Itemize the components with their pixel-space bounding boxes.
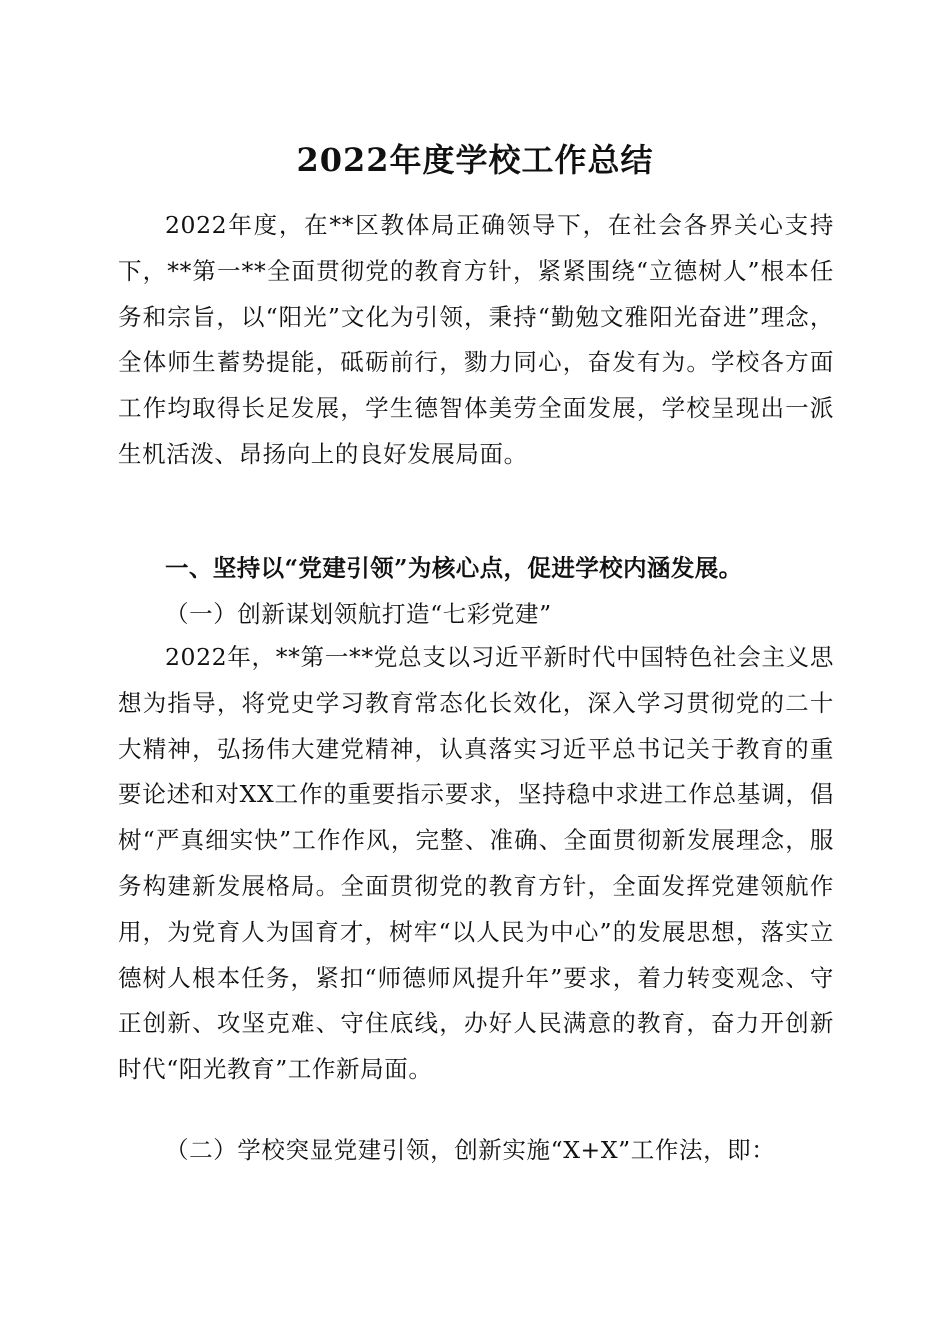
paragraph-intro: 2022年度，在**区教体局正确领导下，在社会各界关心支持下，**第一**全面贯彻党的教育方针，紧紧围绕“立德树人”根本任务和宗旨，以“阳光”文化为引领，秉持“勤勉文雅阳光奋进”理念，全体师生蓄势提能，砥砺前行，勠力同心，奋发有为。学校各方面工作均取得长足发展，学生德智体美劳全面发展，学校呈现出一派生机活泼、昂扬向上的良好发展局面。 [118, 211, 834, 468]
section-heading-1: 一、坚持以“党建引领”为核心点，促进学校内涵发展。 [165, 554, 743, 582]
subsection-heading-1: （一）创新谋划领航打造“七彩党建” [165, 600, 552, 628]
document-title: 2022年度学校工作总结 [296, 141, 654, 179]
subsection-heading-2: （二）学校突显党建引领，创新实施“X+X”工作法，即： [165, 1136, 776, 1164]
paragraph-party-building: 2022年，**第一**党总支以习近平新时代中国特色社会主义思想为指导，将党史学习教育常态化长效化，深入学习贯彻党的二十大精神，弘扬伟大建党精神，认真落实习近平总书记关于教育的重要论述和对XX工作的重要指示要求，坚持稳中求进工作总基调，倡树“严真细实快”工作作风，完整、准确、全面贯彻新发展理念，服务构建新发展格局。全面贯彻党的教育方针，全面发挥党建领航作用，为党育人为国育才，树牢“以人民为中心”的发展思想，落实立德树人根本任务，紧扣“师德师风提升年”要求，着力转变观念、守正创新、攻坚克难、守住底线，办好人民满意的教育，奋力开创新时代“阳光教育”工作新局面。 [118, 643, 834, 1084]
